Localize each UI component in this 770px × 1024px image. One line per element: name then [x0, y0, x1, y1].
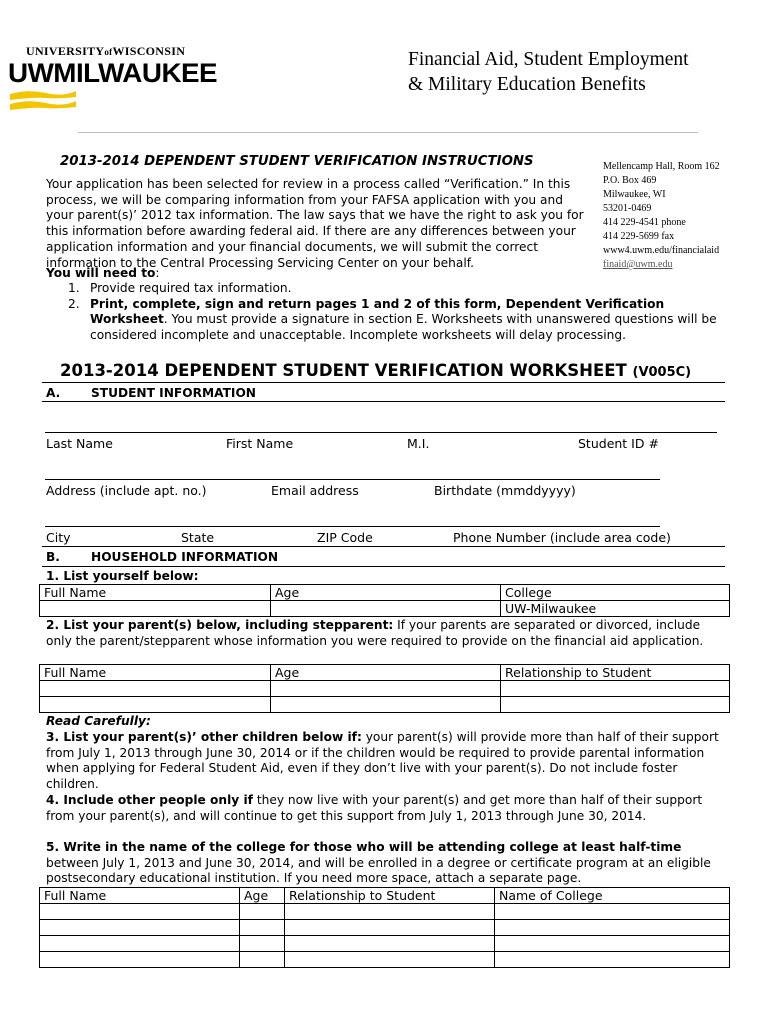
q5-text: 5. Write in the name of the college for those who will be attending college at least half-time between July 1, 2013 and June 30, 2014, and will be enrolled in a degree or certificate program at an eligible postsecondary educational institution. If you need more space, attach a separate page. — [46, 840, 711, 885]
worksheet-title: 2013-2014 DEPENDENT STUDENT VERIFICATION WORKSHEET (V005C) — [60, 361, 692, 380]
member-relationship-cell[interactable] — [285, 952, 495, 968]
state-label: State — [181, 530, 215, 545]
other-household-table — [39, 887, 730, 968]
parent-age-cell[interactable] — [271, 697, 501, 713]
address-label: Address (include apt. no.) — [46, 483, 207, 498]
parent-name-cell[interactable] — [40, 697, 271, 713]
section-b-top-rule — [42, 546, 725, 547]
table-header-row — [40, 888, 730, 904]
instructions-title: 2013-2014 DEPENDENT STUDENT VERIFICATION INSTRUCTIONS — [60, 154, 534, 169]
city-input-line[interactable] — [45, 526, 660, 527]
section-b-letter: B. — [46, 550, 60, 564]
member-college-cell[interactable] — [495, 904, 730, 920]
table-header-row — [40, 665, 730, 681]
col-relationship: Relationship to Student — [501, 665, 730, 681]
worksheet-title-rule — [42, 382, 725, 383]
table-row — [40, 904, 730, 920]
member-age-cell[interactable] — [240, 952, 285, 968]
section-b-rule — [42, 566, 725, 567]
address-line: Milwaukee, WI — [603, 189, 666, 200]
student-id-label: Student ID # — [578, 436, 659, 451]
q3-text: 3. List your parent(s)’ other children below if: your parent(s) will provide more than half of their support from July 1, 2013 through June 30, 2014 or if the children would be required to provide parental information when applying for Federal Student Aid, even if they don’t live with your parent(s). Do not include foster children. — [46, 730, 719, 791]
member-relationship-cell[interactable] — [285, 904, 495, 920]
table-row — [40, 920, 730, 936]
self-college-cell: UW-Milwaukee — [501, 601, 730, 617]
zip-label: ZIP Code — [317, 530, 373, 545]
header-divider — [78, 132, 698, 133]
phone-number: 414 229-4541 phone — [603, 217, 686, 228]
self-name-cell[interactable] — [40, 601, 271, 617]
name-input-line[interactable] — [45, 432, 717, 433]
table-header-row — [40, 585, 730, 601]
col-age: Age — [240, 888, 285, 904]
col-age: Age — [271, 585, 501, 601]
need-to-label: You will need to: — [46, 266, 160, 280]
first-name-label: First Name — [226, 436, 294, 451]
q1-label: 1. List yourself below: — [46, 569, 199, 583]
office-line-2: & Military Education Benefits — [408, 74, 646, 95]
col-college: College — [501, 585, 730, 601]
self-table — [39, 584, 730, 617]
member-college-cell[interactable] — [495, 952, 730, 968]
table-row — [40, 681, 730, 697]
section-b-title: HOUSEHOLD INFORMATION — [91, 550, 279, 564]
logo-bars-icon — [8, 88, 78, 114]
birthdate-label: Birthdate (mmddyyyy) — [434, 483, 576, 498]
requirement-item-1: 1. Provide required tax information. — [68, 281, 292, 295]
member-name-cell[interactable] — [40, 904, 240, 920]
address-line: 53201-0469 — [603, 203, 652, 214]
parent-name-cell[interactable] — [40, 681, 271, 697]
q2-text: 2. List your parent(s) below, including stepparent: If your parents are separated or divorced, include only the parent/stepparent whose information you were required to provide on the financial aid application. — [46, 618, 704, 648]
member-relationship-cell[interactable] — [285, 920, 495, 936]
mi-label: M.I. — [407, 436, 430, 451]
table-row — [40, 952, 730, 968]
office-line-1: Financial Aid, Student Employment — [408, 49, 689, 70]
table-row — [40, 601, 730, 617]
col-full-name: Full Name — [40, 665, 271, 681]
fax-number: 414 229-5699 fax — [603, 231, 675, 242]
read-carefully-label: Read Carefully: — [46, 714, 151, 728]
self-age-cell[interactable] — [271, 601, 501, 617]
parent-age-cell[interactable] — [271, 681, 501, 697]
address-input-line[interactable] — [45, 479, 660, 480]
city-label: City — [46, 530, 71, 545]
member-college-cell[interactable] — [495, 936, 730, 952]
instructions-body: Your application has been selected for review in a process called “Verification.” In this process, we will be comparing information from your FAFSA application with you and your parent(s)’ 2012 tax information. The law says that we have the right to ask you for this information before awarding federal aid. If there are any differences between your application information and your financial documents, we will submit the correct information to the Central Processing Servicing Center on your behalf. — [46, 177, 584, 270]
section-a-title: STUDENT INFORMATION — [91, 386, 257, 400]
col-full-name: Full Name — [40, 888, 240, 904]
section-a-letter: A. — [46, 386, 61, 400]
member-age-cell[interactable] — [240, 920, 285, 936]
col-full-name: Full Name — [40, 585, 271, 601]
email-link[interactable]: finaid@uwm.edu — [603, 259, 673, 270]
table-row — [40, 936, 730, 952]
member-name-cell[interactable] — [40, 952, 240, 968]
logo-university-text: UNIVERSITYofWISCONSIN — [26, 44, 186, 58]
section-a-rule — [42, 401, 725, 402]
email-label: Email address — [271, 483, 359, 498]
member-name-cell[interactable] — [40, 936, 240, 952]
phone-label: Phone Number (include area code) — [453, 530, 671, 545]
uwm-logo — [8, 44, 228, 116]
form-code: (V005C) — [632, 365, 692, 380]
col-college-name: Name of College — [495, 888, 730, 904]
member-age-cell[interactable] — [240, 904, 285, 920]
member-college-cell[interactable] — [495, 920, 730, 936]
parents-table — [39, 664, 730, 713]
table-row — [40, 697, 730, 713]
office-heading — [408, 47, 689, 97]
requirement-item-2: 2. Print, complete, sign and return pages 1 and 2 of this form, Dependent Verification Worksheet. You must provide a signature in section E. Worksheets with unanswered questions will be considered incomplete and unacceptable. Incomplete worksheets will delay processing. — [68, 296, 717, 342]
parent-relationship-cell[interactable] — [501, 697, 730, 713]
requirements-list — [68, 281, 728, 343]
last-name-label: Last Name — [46, 436, 113, 451]
address-line: Mellencamp Hall, Room 162 — [603, 161, 720, 172]
website-link[interactable]: www4.uwm.edu/financialaid — [603, 245, 720, 256]
address-line: P.O. Box 469 — [603, 175, 657, 186]
parent-relationship-cell[interactable] — [501, 681, 730, 697]
member-relationship-cell[interactable] — [285, 936, 495, 952]
member-name-cell[interactable] — [40, 920, 240, 936]
col-relationship: Relationship to Student — [285, 888, 495, 904]
q4-text: 4. Include other people only if they now live with your parent(s) and get more than half of their support from your parent(s), and will continue to get this support from July 1, 2013 through June 30, 2014. — [46, 793, 703, 823]
member-age-cell[interactable] — [240, 936, 285, 952]
office-address — [603, 160, 720, 272]
logo-milwaukee-text: UWMILWAUKEE — [8, 58, 218, 88]
col-age: Age — [271, 665, 501, 681]
